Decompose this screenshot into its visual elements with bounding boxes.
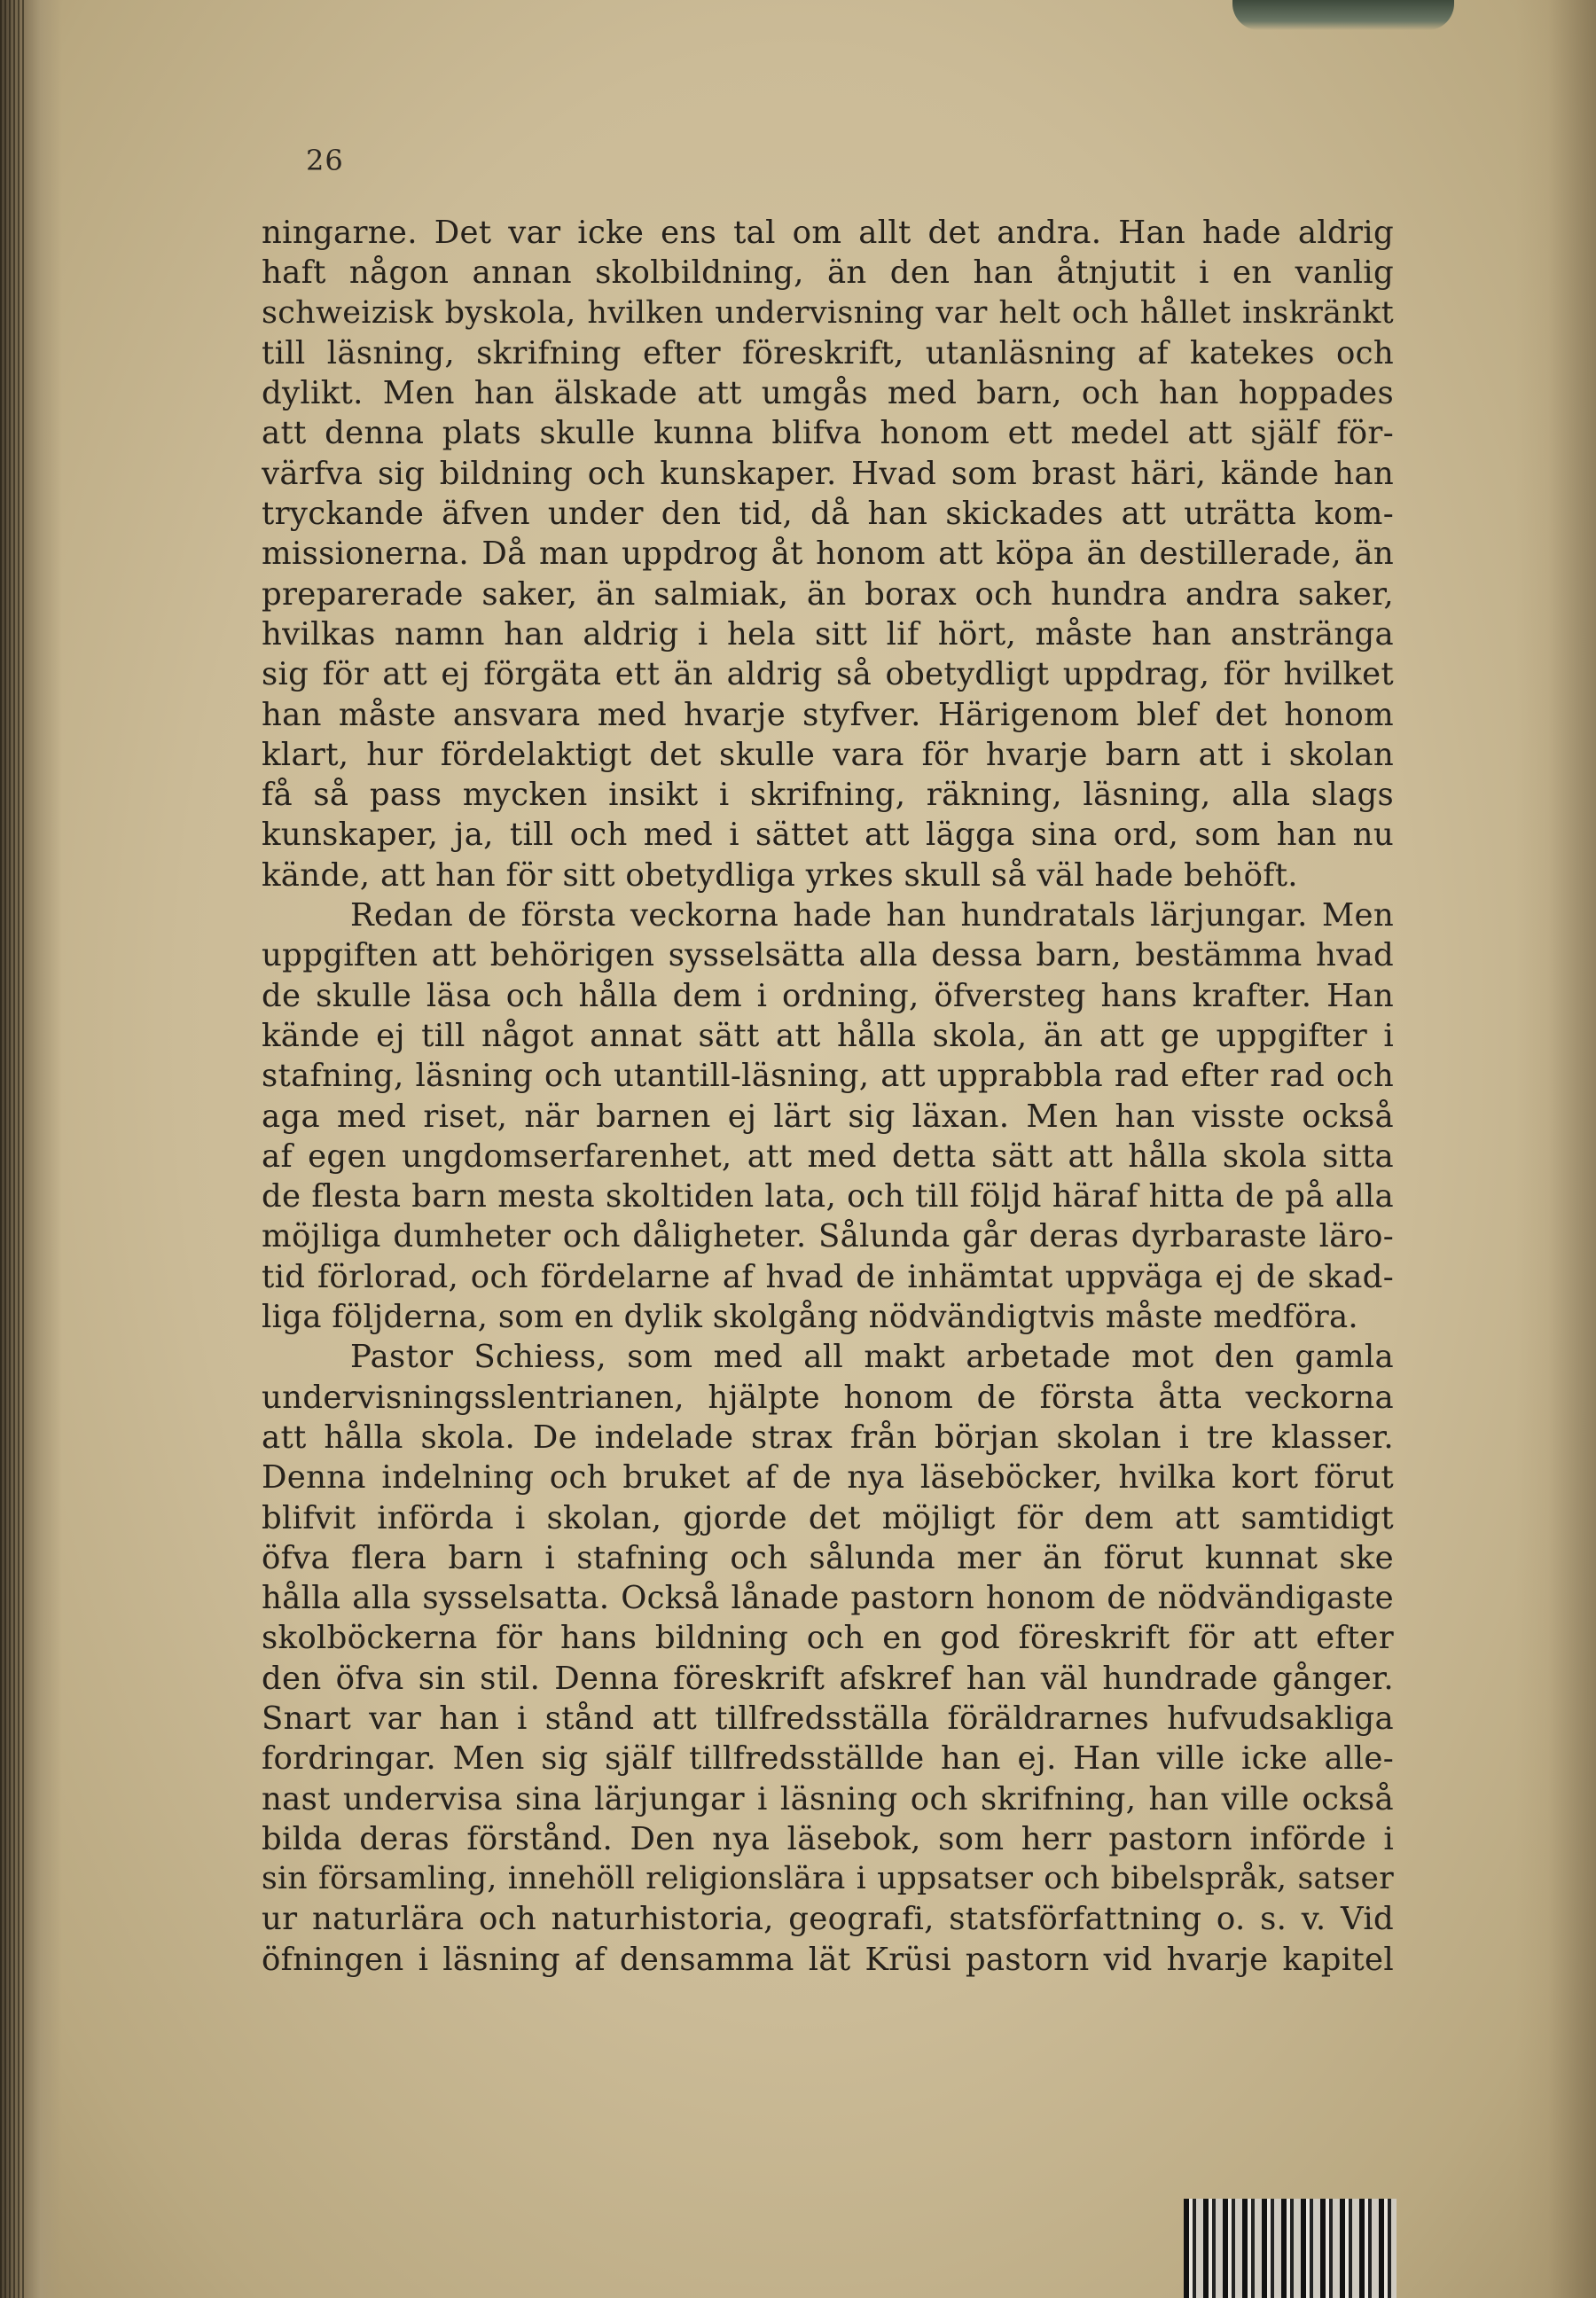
text-line: skolböckerna för hans bildning och en god föreskrift för att efter [262,1620,1394,1657]
text-line: kände, att han för sitt obetydliga yrkes skull så väl hade behöft. [262,856,1298,894]
text-line: liga följderna, som en dylik skolgång nödvändigtvis måste medföra. [262,1299,1359,1336]
page-number: 26 [306,144,344,177]
text-line: ningarne. Det var icke ens tal om allt det andra. Han hade aldrig [262,215,1394,251]
text-line: ur naturlära och naturhistoria, geografi, statsförfattning o. s. v. Vid [262,1901,1394,1938]
text-line: uppgiften att behörigen sysselsätta alla dessa barn, bestämma hvad [262,937,1394,974]
text-line: kände ej till något annat sätt att hålla skola, än att ge uppgifter i [262,1017,1394,1054]
text-line: till läsning, skrifning efter föreskrift, utanläsning af katekes och [262,334,1394,371]
text-line: haft någon annan skolbildning, än den han åtnjutit i en vanlig [262,254,1394,292]
text-line: dylikt. Men han älskade att umgås med barn, och han hoppades [262,375,1394,412]
text-line: att hålla skola. De indelade strax från början skolan i tre klasser. [262,1419,1394,1456]
text-line: stafning, läsning och utantill-läsning, att upprabbla rad efter rad och [262,1058,1394,1095]
text-line: han måste ansvara med hvarje styfver. Härigenom blef det honom [262,696,1394,733]
text-line: den öfva sin stil. Denna föreskrift afskref han väl hundrade gånger. [262,1660,1394,1697]
text-line: af egen ungdomserfarenhet, att med detta sätt att hålla skola sitta [262,1137,1394,1175]
text-line: att denna plats skulle kunna blifva honom ett medel att själf för- [262,415,1394,452]
text-line: blifvit införda i skolan, gjorde det möjligt för dem att samtidigt [262,1499,1394,1536]
page-edge-shadow [1516,0,1596,2298]
text-line: bilda deras förstånd. Den nya läsebok, som herr pastorn införde i [262,1820,1394,1857]
book-binding-edge [0,0,25,2298]
text-line: öfningen i läsning af densamma lät Krüsi pastorn vid hvarje kapitel [262,1941,1394,1978]
text-line: hvilkas namn han aldrig i hela sitt lif hört, måste han anstränga [262,615,1394,653]
text-line: hålla alla sysselsatta. Också lånade pastorn honom de nödvändigaste [262,1580,1394,1617]
text-line: möjliga dumheter och dåligheter. Sålunda går deras dyrbaraste läro- [262,1218,1394,1255]
text-line: Pastor Schiess, som med all makt arbetade mot den gamla [350,1339,1394,1376]
text-line: de flesta barn mesta skoltiden lata, och till följd häraf hitta de på alla [262,1178,1394,1215]
text-line: tid förlorad, och fördelarne af hvad de inhämtat uppväga ej de skad- [262,1258,1394,1295]
text-line: tryckande äfven under den tid, då han skickades att uträtta kom- [262,496,1394,533]
text-line: de skulle läsa och hålla dem i ordning, öfversteg hans krafter. Han [262,977,1394,1014]
text-line: fordringar. Men sig själf tillfredsställde han ej. Han ville icke alle- [262,1740,1394,1778]
text-line: aga med riset, när barnen ej lärt sig läxan. Men han visste också [262,1098,1394,1135]
text-line: preparerade saker, än salmiak, än borax och hundra andra saker, [262,575,1394,613]
text-line: nast undervisa sina lärjungar i läsning och skrifning, han ville också [262,1780,1394,1817]
text-line: schweizisk byskola, hvilken undervisning var helt och hållet inskränkt [262,294,1394,331]
text-line: sig för att ej förgäta ett än aldrig så obetydligt uppdrag, för hvilket [262,656,1394,693]
bottom-scan-clip [1184,2199,1396,2298]
text-line: Denna indelning och bruket af de nya läseböcker, hvilka kort förut [262,1459,1394,1497]
top-clip-tab [1232,0,1454,30]
text-line: kunskaper, ja, till och med i sättet att lägga sina ord, som han nu [262,817,1394,854]
text-line: undervisningsslentrianen, hjälpte honom de första åtta veckorna [262,1379,1394,1416]
text-line: Redan de första veckorna hade han hundratals lärjungar. Men [350,897,1394,934]
text-line: öfva flera barn i stafning och sålunda mer än förut kunnat ske [262,1539,1394,1576]
text-line: få så pass mycken insikt i skrifning, räkning, läsning, alla slags [262,777,1394,814]
text-line: sin församling, innehöll religionslära i uppsatser och bibelspråk, satser [262,1861,1394,1897]
body-text [262,213,1394,1980]
text-line: Snart var han i stånd att tillfredsställa föräldrarnes hufvudsakliga [262,1700,1394,1737]
text-line: klart, hur fördelaktigt det skulle vara för hvarje barn att i skolan [262,736,1394,773]
text-line: missionerna. Då man uppdrog åt honom att köpa än destillerade, än [262,535,1394,573]
text-line: värfva sig bildning och kunskaper. Hvad som brast häri, kände han [262,455,1394,492]
